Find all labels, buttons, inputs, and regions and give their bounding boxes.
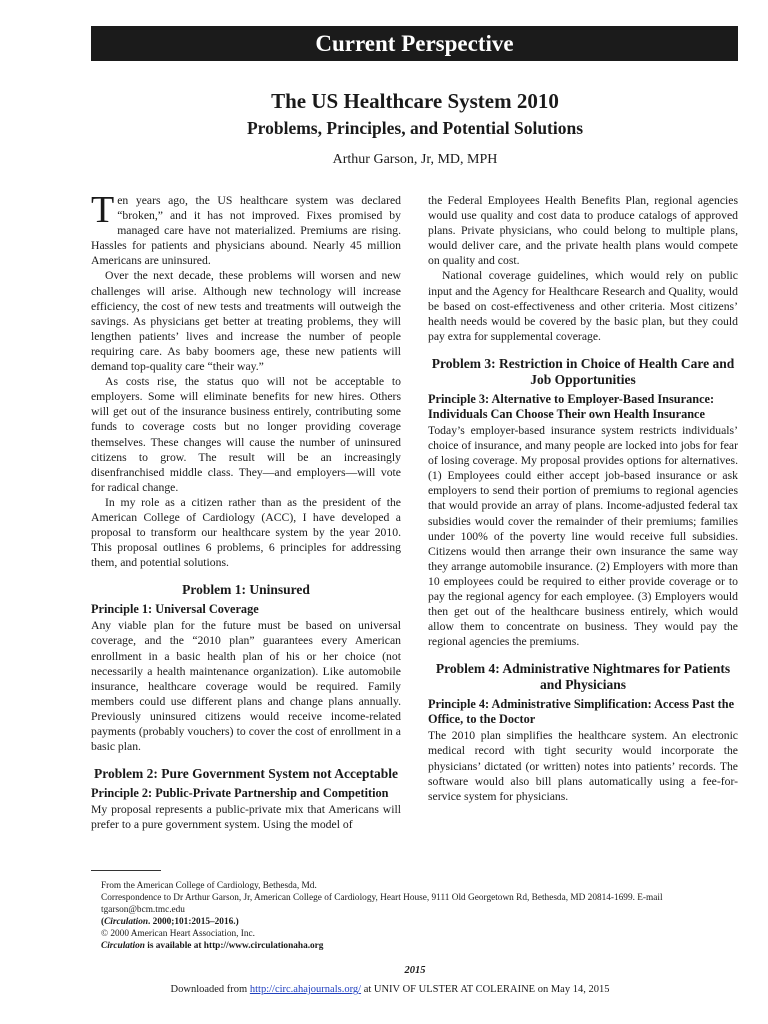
body-paragraph: Over the next decade, these problems will worsen and new challenges will arise. Although new technology will increase efficiency, the cost of new tests and treatments will outweigh the savings. As physicians get better at treating problems, they will lengthen patients’ lives and increase the number of people requiring care. As baby boomers age, these new patients will demand top-quality care “their way.” (91, 269, 401, 374)
body-paragraph: The 2010 plan simplifies the healthcare system. An electronic medical record with tight security would incorporate the physicians’ dictated (or written) notes into patients’ records. The software would also bill plans automatically using a fee-for-service system for physicians. (428, 729, 738, 803)
principle-heading: Principle 4: Administrative Simplification: Access Past the Office, to the Doctor (428, 697, 735, 727)
problem-heading: Problem 1: Uninsured (182, 582, 310, 598)
footnote-citation (91, 916, 741, 928)
principle-heading: Principle 1: Universal Coverage (91, 602, 259, 617)
section-banner: Current Perspective (91, 26, 738, 61)
footnotes (91, 880, 741, 952)
body-paragraph: the Federal Employees Health Benefits Plan, regional agencies would use quality and cost data to produce catalogs of approved plans. Private physicians, who could belong to multiple plans, would deliver care, and the private health plans would compete on quality and cost. (428, 194, 738, 268)
body-paragraph: Today’s employer-based insurance system restricts individuals’ choice of insurance, and many people are locked into jobs for fear of losing coverage. My proposal provides options for alternatives. (1) Employees could either accept job-based insurance or ask employers to send their portion of premiums to regional agencies that would provide an array of plans. Income-adjusted federal tax subsidies would cover the remainder of their premiums; families under 100% of the poverty line would receive full subsidies. Citizens would then arrange their own insurance the same way they arrange automobile insurance. (2) Employers with more than 10 employees could be required to either provide coverage or to pay the regional agency for each employee. (3) Employers would then get out of the healthcare business entirely, which would allow them to concentrate on business. They would pay the regional agencies the premiums. (428, 423, 738, 649)
body-paragraph: Any viable plan for the future must be based on universal coverage, and the “2010 plan” guarantees every American enrollment in a basic health plan of his or her choice (not necessarily a health maintenance organization). Like automobile insurance, healthcare coverage would be required. Family members could use different plans and change plans annually. Previously uninsured citizens would receive income-related payments (probably vouchers) to cover the cost of enrollment in a basic plan. (91, 619, 401, 754)
principle-heading: Principle 2: Public-Private Partnership and Competition (91, 786, 389, 801)
right-column (428, 193, 738, 804)
drop-cap: T (91, 189, 115, 231)
body-paragraph: My proposal represents a public-private mix that Americans will prefer to a pure government system. Using the model of (91, 803, 401, 832)
article-title: The US Healthcare System 2010 (271, 89, 559, 113)
availability-text: is available at http://www.circulationaha.org (144, 941, 324, 951)
article-subtitle: Problems, Principles, and Potential Solutions (246, 118, 584, 138)
problem-heading: Problem 4: Administrative Nightmares for Patients and Physicians (435, 661, 731, 693)
body-paragraph: As costs rise, the status quo will not be acceptable to employers. Some will eliminate benefits for new hires. Others will get out of the insurance business entirely, contributing some funds to coverage costs but no longer providing coverage themselves. These changes will cause the number of uninsured citizens to grow. The result will be an increasingly disenfranchised middle class. They—and employers—will vote for radical change. (91, 375, 401, 494)
body-paragraph: National coverage guidelines, which would rely on public input and the Agency for Healthcare Research and Quality, would be based on cost-effectiveness and other criteria. Most citizens’ health needs would be covered by the basic plan, but they could pay extra for supplemental coverage. (428, 269, 738, 343)
footnote-affiliation: From the American College of Cardiology, Bethesda, Md. (101, 881, 317, 891)
footnote-divider (91, 870, 161, 871)
page-number: 2015 (404, 965, 426, 976)
intro-paragraph (91, 189, 401, 268)
journal-link[interactable]: http://circ.ahajournals.org/ (249, 984, 362, 995)
download-prefix: Downloaded from (170, 984, 250, 995)
download-notice (0, 984, 768, 995)
footnote-availability (91, 940, 741, 952)
problem-heading: Problem 3: Restriction in Choice of Health Care and Job Opportunities (431, 355, 735, 387)
footnote-copyright: © 2000 American Heart Association, Inc. (101, 929, 255, 939)
author-line: Arthur Garson, Jr, MD, MPH (332, 152, 498, 167)
citation-details: . 2000;101:2015–2016.) (148, 917, 239, 927)
left-column (91, 189, 401, 832)
principle-heading: Principle 3: Alternative to Employer-Based Insurance: Individuals Can Choose Their own Health Insurance (428, 391, 715, 421)
body-paragraph: In my role as a citizen rather than as the president of the American College of Cardiology (ACC), I have developed a proposal to transform our healthcare system by the year 2010. This proposal outlines 6 problems, 6 principles for addressing them, and potential solutions. (91, 495, 401, 570)
intro-text: en years ago, the US healthcare system was declared “broken,” and it has not improved. Fixes promised by managed care have not materialized. Premiums are rising. Hassles for patients and physicians abound. Nearly 45 million Americans are uninsured. (91, 194, 401, 268)
citation-journal: Circulation (104, 917, 149, 927)
citation-open: ( (101, 917, 105, 927)
download-suffix: at UNIV OF ULSTER AT COLERAINE on May 14, 2015 (361, 984, 610, 995)
footnote-correspondence: Correspondence to Dr Arthur Garson, Jr, American College of Cardiology, Heart House, 9111 Old Georgetown Rd, Bethesda, MD 20814-1699. E-mail tgarson@bcm.tmc.edu (101, 893, 663, 915)
availability-journal: Circulation (101, 941, 145, 951)
problem-heading: Problem 2: Pure Government System not Acceptable (94, 766, 398, 782)
